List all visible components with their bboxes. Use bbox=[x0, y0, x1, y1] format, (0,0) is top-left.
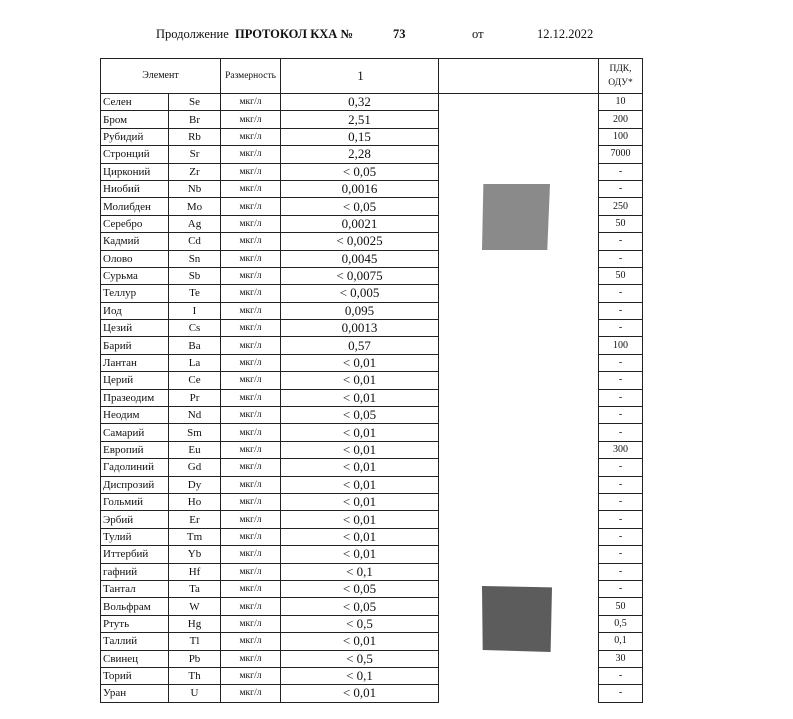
element-symbol: Nb bbox=[169, 180, 221, 197]
element-symbol: Tm bbox=[169, 528, 221, 545]
value-cell: < 0,01 bbox=[281, 441, 439, 458]
element-name: Эрбий bbox=[101, 511, 169, 528]
pdk-cell: - bbox=[599, 459, 643, 476]
pdk-cell: 200 bbox=[599, 111, 643, 128]
blank-cell bbox=[439, 650, 599, 667]
element-name: Кадмий bbox=[101, 233, 169, 250]
table-row bbox=[101, 459, 643, 476]
unit-cell: мкг/л bbox=[221, 546, 281, 563]
blank-cell bbox=[439, 163, 599, 180]
blank-cell bbox=[439, 441, 599, 458]
element-symbol: Hg bbox=[169, 615, 221, 632]
unit-cell: мкг/л bbox=[221, 111, 281, 128]
pdk-cell: - bbox=[599, 372, 643, 389]
redaction-patch bbox=[482, 586, 552, 652]
blank-cell bbox=[439, 407, 599, 424]
pdk-cell: - bbox=[599, 233, 643, 250]
table-row bbox=[101, 302, 643, 319]
unit-cell: мкг/л bbox=[221, 459, 281, 476]
blank-cell bbox=[439, 302, 599, 319]
table-row bbox=[101, 128, 643, 145]
element-name: Серебро bbox=[101, 215, 169, 232]
table-row bbox=[101, 267, 643, 284]
blank-cell bbox=[439, 337, 599, 354]
element-name: Свинец bbox=[101, 650, 169, 667]
value-cell: 0,0045 bbox=[281, 250, 439, 267]
element-symbol: Cd bbox=[169, 233, 221, 250]
protocol-title: ПРОТОКОЛ КХА № bbox=[235, 27, 353, 41]
element-symbol: Th bbox=[169, 667, 221, 684]
element-symbol: Er bbox=[169, 511, 221, 528]
pdk-cell: - bbox=[599, 302, 643, 319]
value-cell: < 0,01 bbox=[281, 493, 439, 510]
blank-cell bbox=[439, 128, 599, 145]
table-row bbox=[101, 337, 643, 354]
unit-cell: мкг/л bbox=[221, 563, 281, 580]
unit-cell: мкг/л bbox=[221, 320, 281, 337]
element-symbol: Sn bbox=[169, 250, 221, 267]
element-symbol: Mo bbox=[169, 198, 221, 215]
unit-cell: мкг/л bbox=[221, 598, 281, 615]
value-cell: 0,0016 bbox=[281, 180, 439, 197]
pdk-cell: - bbox=[599, 250, 643, 267]
table-row bbox=[101, 633, 643, 650]
table-row bbox=[101, 598, 643, 615]
unit-cell: мкг/л bbox=[221, 267, 281, 284]
element-name: Вольфрам bbox=[101, 598, 169, 615]
pdk-cell: - bbox=[599, 424, 643, 441]
value-cell: 0,0013 bbox=[281, 320, 439, 337]
element-symbol: Br bbox=[169, 111, 221, 128]
value-cell: 0,095 bbox=[281, 302, 439, 319]
unit-cell: мкг/л bbox=[221, 528, 281, 545]
pdk-cell: 50 bbox=[599, 598, 643, 615]
table-row bbox=[101, 650, 643, 667]
unit-cell: мкг/л bbox=[221, 372, 281, 389]
element-symbol: Ho bbox=[169, 493, 221, 510]
value-cell: < 0,01 bbox=[281, 511, 439, 528]
element-name: Молибден bbox=[101, 198, 169, 215]
element-name: Лантан bbox=[101, 354, 169, 371]
pdk-cell: - bbox=[599, 580, 643, 597]
table-header-row bbox=[101, 59, 643, 94]
value-cell: < 0,005 bbox=[281, 285, 439, 302]
table-row bbox=[101, 198, 643, 215]
value-cell: < 0,01 bbox=[281, 528, 439, 545]
header-prefix: Продолжение bbox=[156, 27, 229, 41]
pdk-cell: 100 bbox=[599, 128, 643, 145]
element-name: Селен bbox=[101, 94, 169, 111]
protocol-date: 12.12.2022 bbox=[537, 27, 594, 41]
value-cell: 0,57 bbox=[281, 337, 439, 354]
blank-cell bbox=[439, 146, 599, 163]
unit-cell: мкг/л bbox=[221, 667, 281, 684]
element-name: Ртуть bbox=[101, 615, 169, 632]
table-row bbox=[101, 528, 643, 545]
pdk-cell: - bbox=[599, 320, 643, 337]
element-symbol: Zr bbox=[169, 163, 221, 180]
element-name: Европий bbox=[101, 441, 169, 458]
pdk-cell: 30 bbox=[599, 650, 643, 667]
unit-cell: мкг/л bbox=[221, 250, 281, 267]
element-name: Ниобий bbox=[101, 180, 169, 197]
blank-cell bbox=[439, 389, 599, 406]
unit-cell: мкг/л bbox=[221, 285, 281, 302]
element-symbol: La bbox=[169, 354, 221, 371]
pdk-cell: - bbox=[599, 285, 643, 302]
value-cell: < 0,05 bbox=[281, 407, 439, 424]
element-name: Стронций bbox=[101, 146, 169, 163]
value-cell: < 0,01 bbox=[281, 354, 439, 371]
element-name: Гадолиний bbox=[101, 459, 169, 476]
table-row bbox=[101, 146, 643, 163]
element-symbol: Sb bbox=[169, 267, 221, 284]
pdk-cell: 250 bbox=[599, 198, 643, 215]
value-cell: < 0,0025 bbox=[281, 233, 439, 250]
table-row bbox=[101, 667, 643, 684]
element-name: Цезий bbox=[101, 320, 169, 337]
blank-cell bbox=[439, 94, 599, 111]
element-name: Церий bbox=[101, 372, 169, 389]
table-row bbox=[101, 250, 643, 267]
element-symbol: U bbox=[169, 685, 221, 702]
blank-cell bbox=[439, 546, 599, 563]
element-symbol: Tl bbox=[169, 633, 221, 650]
pdk-cell: - bbox=[599, 180, 643, 197]
blank-cell bbox=[439, 685, 599, 702]
blank-cell bbox=[439, 320, 599, 337]
value-cell: 0,15 bbox=[281, 128, 439, 145]
blank-cell bbox=[439, 528, 599, 545]
pdk-cell: - bbox=[599, 476, 643, 493]
unit-cell: мкг/л bbox=[221, 302, 281, 319]
element-name: Гольмий bbox=[101, 493, 169, 510]
results-table bbox=[100, 58, 643, 703]
element-symbol: Dy bbox=[169, 476, 221, 493]
element-symbol: Ta bbox=[169, 580, 221, 597]
element-name: Таллий bbox=[101, 633, 169, 650]
table-row bbox=[101, 180, 643, 197]
element-name: Иод bbox=[101, 302, 169, 319]
table-row bbox=[101, 163, 643, 180]
unit-cell: мкг/л bbox=[221, 163, 281, 180]
value-cell: < 0,05 bbox=[281, 198, 439, 215]
unit-cell: мкг/л bbox=[221, 180, 281, 197]
element-symbol: Ba bbox=[169, 337, 221, 354]
table-row bbox=[101, 563, 643, 580]
element-name: Тулий bbox=[101, 528, 169, 545]
element-name: Неодим bbox=[101, 407, 169, 424]
element-symbol: Ag bbox=[169, 215, 221, 232]
header-from: от bbox=[472, 27, 484, 41]
element-symbol: Gd bbox=[169, 459, 221, 476]
value-cell: < 0,01 bbox=[281, 476, 439, 493]
blank-cell bbox=[439, 250, 599, 267]
pdk-cell: - bbox=[599, 354, 643, 371]
pdk-cell: - bbox=[599, 511, 643, 528]
unit-cell: мкг/л bbox=[221, 685, 281, 702]
value-cell: < 0,01 bbox=[281, 372, 439, 389]
unit-cell: мкг/л bbox=[221, 198, 281, 215]
element-symbol: Sr bbox=[169, 146, 221, 163]
pdk-cell: - bbox=[599, 493, 643, 510]
unit-cell: мкг/л bbox=[221, 215, 281, 232]
element-symbol: Pr bbox=[169, 389, 221, 406]
value-cell: < 0,01 bbox=[281, 633, 439, 650]
table-row bbox=[101, 424, 643, 441]
element-symbol: Pb bbox=[169, 650, 221, 667]
table-row bbox=[101, 685, 643, 702]
value-cell: 0,32 bbox=[281, 94, 439, 111]
element-symbol: W bbox=[169, 598, 221, 615]
element-name: Теллур bbox=[101, 285, 169, 302]
value-cell: < 0,01 bbox=[281, 389, 439, 406]
table-row bbox=[101, 580, 643, 597]
blank-cell bbox=[439, 267, 599, 284]
element-name: Иттербий bbox=[101, 546, 169, 563]
header-pdk: ПДК, ОДУ* bbox=[599, 59, 643, 94]
table-row bbox=[101, 94, 643, 111]
table-row bbox=[101, 111, 643, 128]
element-symbol: Cs bbox=[169, 320, 221, 337]
element-name: Рубидий bbox=[101, 128, 169, 145]
unit-cell: мкг/л bbox=[221, 580, 281, 597]
element-name: Сурьма bbox=[101, 267, 169, 284]
element-name: Уран bbox=[101, 685, 169, 702]
pdk-cell: - bbox=[599, 546, 643, 563]
blank-cell bbox=[439, 354, 599, 371]
value-cell: < 0,01 bbox=[281, 424, 439, 441]
element-name: Празеодим bbox=[101, 389, 169, 406]
value-cell: < 0,1 bbox=[281, 667, 439, 684]
table-row bbox=[101, 285, 643, 302]
pdk-cell: - bbox=[599, 685, 643, 702]
element-symbol: Hf bbox=[169, 563, 221, 580]
blank-cell bbox=[439, 476, 599, 493]
value-cell: < 0,01 bbox=[281, 459, 439, 476]
unit-cell: мкг/л bbox=[221, 94, 281, 111]
element-symbol: Ce bbox=[169, 372, 221, 389]
redaction-patch bbox=[482, 184, 550, 250]
header-element: Элемент bbox=[101, 59, 221, 94]
element-symbol: Sm bbox=[169, 424, 221, 441]
pdk-cell: - bbox=[599, 563, 643, 580]
unit-cell: мкг/л bbox=[221, 337, 281, 354]
element-name: Цирконий bbox=[101, 163, 169, 180]
pdk-cell: 300 bbox=[599, 441, 643, 458]
value-cell: < 0,1 bbox=[281, 563, 439, 580]
unit-cell: мкг/л bbox=[221, 233, 281, 250]
value-cell: < 0,0075 bbox=[281, 267, 439, 284]
blank-cell bbox=[439, 459, 599, 476]
blank-cell bbox=[439, 493, 599, 510]
blank-cell bbox=[439, 111, 599, 128]
unit-cell: мкг/л bbox=[221, 511, 281, 528]
value-cell: < 0,05 bbox=[281, 580, 439, 597]
blank-cell bbox=[439, 667, 599, 684]
unit-cell: мкг/л bbox=[221, 424, 281, 441]
table-row bbox=[101, 476, 643, 493]
table-row bbox=[101, 354, 643, 371]
element-name: Торий bbox=[101, 667, 169, 684]
pdk-cell: - bbox=[599, 407, 643, 424]
value-cell: 2,28 bbox=[281, 146, 439, 163]
unit-cell: мкг/л bbox=[221, 354, 281, 371]
blank-cell bbox=[439, 285, 599, 302]
unit-cell: мкг/л bbox=[221, 493, 281, 510]
table-row bbox=[101, 546, 643, 563]
unit-cell: мкг/л bbox=[221, 633, 281, 650]
element-symbol: I bbox=[169, 302, 221, 319]
table-row bbox=[101, 372, 643, 389]
value-cell: < 0,05 bbox=[281, 598, 439, 615]
pdk-cell: - bbox=[599, 163, 643, 180]
pdk-cell: 100 bbox=[599, 337, 643, 354]
table-row bbox=[101, 407, 643, 424]
table-row bbox=[101, 233, 643, 250]
header-unit: Размерность bbox=[221, 59, 281, 94]
value-cell: < 0,5 bbox=[281, 650, 439, 667]
value-cell: < 0,05 bbox=[281, 163, 439, 180]
value-cell: < 0,5 bbox=[281, 615, 439, 632]
table-row bbox=[101, 215, 643, 232]
element-name: Олово bbox=[101, 250, 169, 267]
value-cell: < 0,01 bbox=[281, 546, 439, 563]
unit-cell: мкг/л bbox=[221, 146, 281, 163]
header-blank bbox=[439, 59, 599, 94]
element-symbol: Se bbox=[169, 94, 221, 111]
table-row bbox=[101, 389, 643, 406]
pdk-cell: 50 bbox=[599, 267, 643, 284]
table-row bbox=[101, 615, 643, 632]
unit-cell: мкг/л bbox=[221, 128, 281, 145]
blank-cell bbox=[439, 563, 599, 580]
unit-cell: мкг/л bbox=[221, 407, 281, 424]
blank-cell bbox=[439, 372, 599, 389]
element-symbol: Rb bbox=[169, 128, 221, 145]
blank-cell bbox=[439, 511, 599, 528]
table-row bbox=[101, 441, 643, 458]
protocol-number: 73 bbox=[393, 27, 406, 41]
table-row bbox=[101, 511, 643, 528]
unit-cell: мкг/л bbox=[221, 441, 281, 458]
unit-cell: мкг/л bbox=[221, 389, 281, 406]
unit-cell: мкг/л bbox=[221, 615, 281, 632]
table-row bbox=[101, 320, 643, 337]
unit-cell: мкг/л bbox=[221, 476, 281, 493]
unit-cell: мкг/л bbox=[221, 650, 281, 667]
pdk-cell: - bbox=[599, 389, 643, 406]
pdk-cell: 0,1 bbox=[599, 633, 643, 650]
value-cell: < 0,01 bbox=[281, 685, 439, 702]
value-cell: 2,51 bbox=[281, 111, 439, 128]
element-symbol: Yb bbox=[169, 546, 221, 563]
pdk-cell: 10 bbox=[599, 94, 643, 111]
table-row bbox=[101, 493, 643, 510]
pdk-cell: - bbox=[599, 667, 643, 684]
element-symbol: Te bbox=[169, 285, 221, 302]
header-sample-1: 1 bbox=[281, 59, 439, 94]
blank-cell bbox=[439, 424, 599, 441]
element-symbol: Nd bbox=[169, 407, 221, 424]
pdk-cell: 7000 bbox=[599, 146, 643, 163]
pdk-cell: 50 bbox=[599, 215, 643, 232]
pdk-cell: 0,5 bbox=[599, 615, 643, 632]
pdk-cell: - bbox=[599, 528, 643, 545]
element-symbol: Eu bbox=[169, 441, 221, 458]
element-name: Барий bbox=[101, 337, 169, 354]
value-cell: 0,0021 bbox=[281, 215, 439, 232]
element-name: гафний bbox=[101, 563, 169, 580]
element-name: Тантал bbox=[101, 580, 169, 597]
element-name: Бром bbox=[101, 111, 169, 128]
element-name: Диспрозий bbox=[101, 476, 169, 493]
element-name: Самарий bbox=[101, 424, 169, 441]
